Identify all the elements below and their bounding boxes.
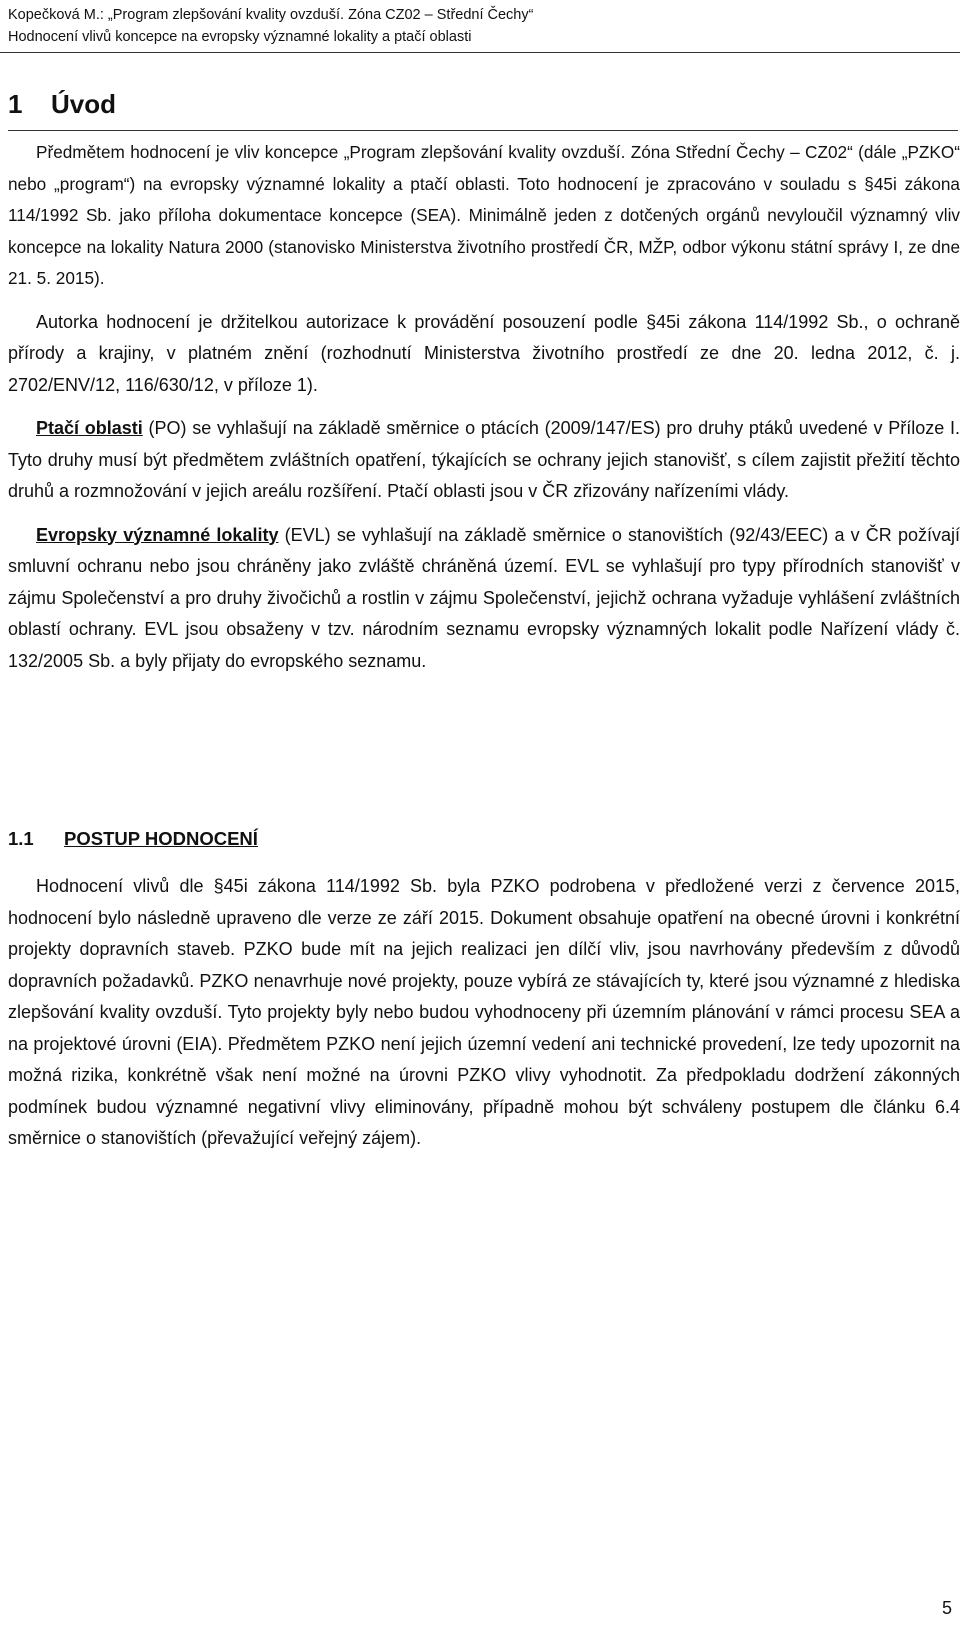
section-number: 1.1 — [8, 828, 34, 849]
header-rule — [0, 52, 960, 53]
intro-paragraph-1 — [8, 137, 960, 295]
ptaci-oblasti-term: Ptačí oblasti — [36, 418, 143, 438]
chapter-heading — [8, 84, 958, 131]
intro-text — [8, 137, 960, 689]
intro-p3-text: (PO) se vyhlašují na základě směrnice o ptácích (2009/147/ES) pro druhy ptáků uvedené v Příloze I. Tyto druhy musí být předmětem zvláštních opatření, týkajících se ochrany jejich stanovišť, s cílem zajistit přežití těchto druhů a rozmnožování v jejich areálu rozšíření. Ptačí oblasti jsou v ČR zřizovány nařízeními vlády. — [8, 418, 960, 501]
section-text — [8, 871, 960, 1167]
intro-p1b-text: Minimálně jeden z dotčených orgánů nevyloučil významný vliv koncepce na lokality Natura 2000 (stanovisko Ministerstva životního prostředí ČR, MŽP, odbor výkonu státní správy I, ze dne 21. 5. 2015). — [8, 205, 960, 288]
intro-paragraph-3 — [8, 413, 960, 508]
section-paragraph-1: Hodnocení vlivů dle §45i zákona 114/1992 Sb. byla PZKO podrobena v předložené verzi z července 2015, hodnocení bylo následně upraveno dle verze ze září 2015. Dokument obsahuje opatření na obecné úrovni i konkrétní projekty dopravních staveb. PZKO bude mít na jejich realizaci jen dílčí vliv, jsou navrhovány především z důvodů dopravních požadavků. PZKO nenavrhuje nové projekty, pouze vybírá ze stávajících ty, které jsou významné z hlediska zlepšování kvality ovzduší. Tyto projekty byly nebo budou vyhodnoceny při územním plánování v rámci procesu SEA a na projektové úrovni (EIA). Předmětem PZKO není jejich územní vedení ani technické provedení, lze tedy upozornit na možná rizika, konkrétně však není možné na úrovni PZKO vlivy vyhodnotit. Za předpokladu dodržení zákonných podmínek budou významné negativní vlivy eliminovány, případně mohou být schváleny postupem dle článku 6.4 směrnice o stanovištích (převažující veřejný zájem). — [8, 876, 960, 1148]
section-title: POSTUP HODNOCENÍ — [64, 828, 258, 849]
intro-p1-text: Předmětem hodnocení je vliv koncepce „Program zlepšování kvality ovzduší. Zóna Střední Čechy – CZ02“ (dále „PZKO“ nebo „program“) na evropsky významné lokality a ptačí oblasti. Toto hodnocení je zpracováno v souladu s §45i zákona 114/1992 Sb. jako příloha dokumentace koncepce (SEA). — [8, 142, 960, 225]
chapter-number: 1 — [8, 89, 23, 119]
evl-term: Evropsky významné lokality — [36, 524, 279, 545]
page-number: 5 — [941, 1598, 952, 1618]
header-line-1: Kopečková M.: „Program zlepšování kvality ovzduší. Zóna CZ02 – Střední Čechy“ — [8, 7, 534, 23]
chapter-title: Úvod — [51, 89, 116, 119]
running-header — [8, 4, 948, 48]
intro-p4-text: (EVL) se vyhlašují na základě směrnice o stanovištích (92/43/EEC) a v ČR požívají smluvní ochranu nebo jsou chráněny jako zvláště chráněná území. EVL se vyhlašují pro typy přírodních stanovišť v zájmu Společenství a pro druhy živočichů a rostlin v zájmu Společenství, jejichž ochrana vyžaduje vyhlášení zvláštních oblastí ochrany. EVL jsou obsaženy v tzv. národním seznamu evropsky významných lokalit podle Nařízení vlády č. 132/2005 Sb. a byly přijaty do evropského seznamu. — [8, 524, 960, 671]
section-heading — [8, 824, 258, 854]
header-line-2: Hodnocení vlivů koncepce na evropsky významné lokality a ptačí oblasti — [8, 29, 472, 45]
intro-p2-text: Autorka hodnocení je držitelkou autorizace k provádění posouzení podle §45i zákona 114/1992 Sb., o ochraně přírody a krajiny, v platném znění (rozhodnutí Ministerstva životního prostředí ze dne 20. ledna 2012, č. j. 2702/ENV/12, 116/630/12, v příloze 1). — [8, 311, 960, 395]
intro-paragraph-2 — [8, 307, 960, 402]
intro-paragraph-4 — [8, 520, 960, 678]
